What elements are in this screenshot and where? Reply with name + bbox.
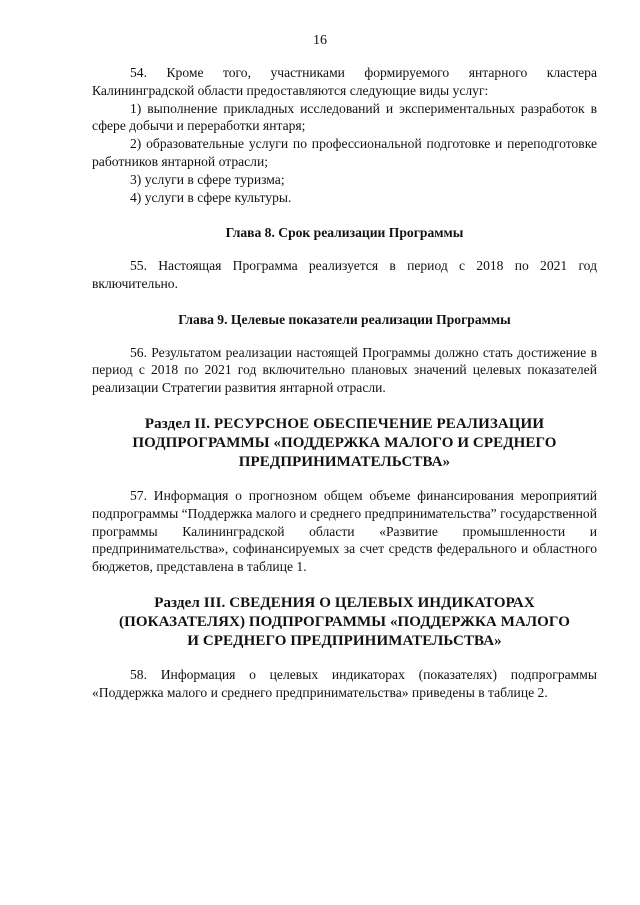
page-body bbox=[92, 64, 597, 702]
paragraph-54: 54. Кроме того, участниками формируемого янтарного кластера Калининградской области предоставляются следующие виды услуг: bbox=[92, 65, 597, 98]
paragraph-57: 57. Информация о прогнозном общем объеме финансирования мероприятий подпрограммы “Поддержка малого и среднего предпринимательства” государственной программы Калининградской области «Развитие промышленности и предпринимательства», софинансируемых за счет средств федерального и областного бюджетов, представлена в таблице 1. bbox=[92, 487, 597, 575]
section-2-heading bbox=[92, 415, 597, 472]
section-3-heading-line: И СРЕДНЕГО ПРЕДПРИНИМАТЕЛЬСТВА» bbox=[187, 632, 502, 649]
page-number: 16 bbox=[313, 33, 327, 48]
paragraph-58: 58. Информация о целевых индикаторах (показателях) подпрограммы «Поддержка малого и среднего предпринимательства» приведены в таблице 2. bbox=[92, 666, 597, 700]
paragraph-55: 55. Настоящая Программа реализуется в период с 2018 по 2021 год включительно. bbox=[92, 258, 597, 291]
section-2-heading-line: Раздел II. РЕСУРСНОЕ ОБЕСПЕЧЕНИЕ РЕАЛИЗАЦИИ bbox=[144, 415, 545, 432]
list-item: 1) выполнение прикладных исследований и экспериментальных разработок в сфере добычи и переработки янтаря; bbox=[92, 100, 597, 134]
section-2-heading-line: ПРЕДПРИНИМАТЕЛЬСТВА» bbox=[238, 453, 451, 470]
paragraph-56: 56. Результатом реализации настоящей Программы должно стать достижение в период с 2018 по 2021 год включительно плановых значений целевых показателей реализации Стратегии развития янтарной отрасли. bbox=[92, 344, 597, 396]
section-2-heading-line: ПОДПРОГРАММЫ «ПОДДЕРЖКА МАЛОГО И СРЕДНЕГО bbox=[132, 434, 557, 451]
list-item: 2) образовательные услуги по профессиональной подготовке и переподготовке работников янтарной отрасли; bbox=[92, 136, 597, 169]
chapter-9-heading: Глава 9. Целевые показатели реализации Программы bbox=[178, 311, 511, 327]
section-3-heading bbox=[92, 594, 597, 651]
list-item: 4) услуги в сфере культуры. bbox=[130, 189, 292, 205]
section-3-heading-line: Раздел III. СВЕДЕНИЯ О ЦЕЛЕВЫХ ИНДИКАТОРАХ bbox=[154, 594, 535, 611]
section-3-heading-line: (ПОКАЗАТЕЛЯХ) ПОДПРОГРАММЫ «ПОДДЕРЖКА МАЛОГО bbox=[119, 613, 570, 630]
chapter-8-heading: Глава 8. Срок реализации Программы bbox=[225, 225, 464, 241]
list-item: 3) услуги в сфере туризма; bbox=[130, 171, 285, 187]
